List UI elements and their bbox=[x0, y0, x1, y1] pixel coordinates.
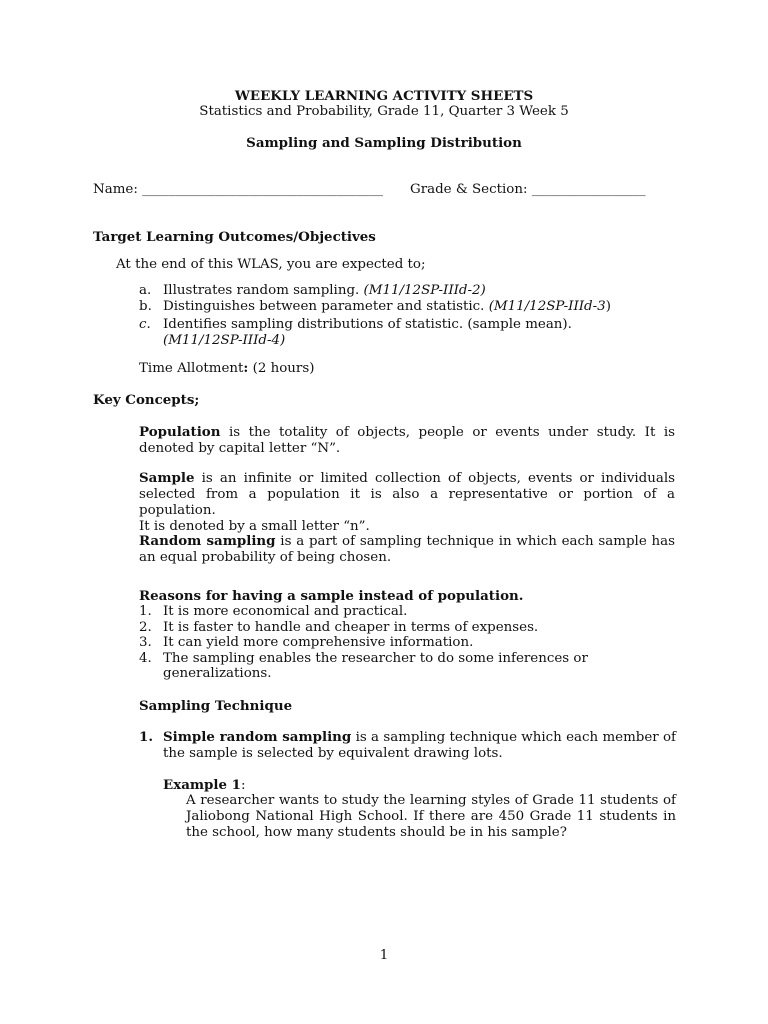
random-sampling-definition: Random sampling is a part of sampling technique in which each sample has an equal probability of being chosen. bbox=[139, 533, 676, 565]
objective-marker: c. bbox=[139, 317, 151, 332]
objective-marker: a. bbox=[139, 283, 152, 298]
population-definition: Population is the totality of objects, people or events under study. It is denoted by capital letter “N”. bbox=[139, 424, 675, 456]
page-number: 1 bbox=[379, 948, 389, 963]
document-subtitle: Statistics and Probability, Grade 11, Quarter 3 Week 5 bbox=[199, 104, 569, 119]
objective-item: Illustrates random sampling. (M11/12SP-IIId-2) bbox=[163, 283, 486, 298]
technique-heading: Sampling Technique bbox=[139, 698, 293, 714]
time-allotment: Time Allotment: (2 hours) bbox=[139, 360, 315, 376]
name-field: Name: ____________________________________ bbox=[93, 182, 384, 197]
reason-marker: 4. bbox=[139, 651, 152, 666]
key-concepts-heading: Key Concepts; bbox=[93, 392, 200, 408]
sample-definition: Sample is an infinite or limited collection of objects, events or individuals selected from a population it is also a representative or portion of a population. It is denoted by a small letter “n”. bbox=[139, 470, 675, 534]
objective-item: Distinguishes between parameter and statistic. (M11/12SP-IIId-3) bbox=[163, 299, 611, 314]
reason-item: It is more economical and practical. bbox=[163, 604, 408, 619]
grade-section-field: Grade & Section: _________________ bbox=[410, 182, 646, 197]
document-title: WEEKLY LEARNING ACTIVITY SHEETS bbox=[234, 88, 534, 104]
technique-marker: 1. bbox=[139, 729, 153, 745]
reason-marker: 1. bbox=[139, 604, 152, 619]
reason-item-continuation: generalizations. bbox=[163, 666, 272, 681]
document-topic: Sampling and Sampling Distribution bbox=[246, 135, 522, 151]
reason-item: The sampling enables the researcher to do some inferences or bbox=[163, 651, 588, 666]
reason-item: It is faster to handle and cheaper in terms of expenses. bbox=[163, 620, 539, 635]
simple-random-sampling-definition: Simple random sampling is a sampling technique which each member of the sample is selected by equivalent drawing lots. bbox=[163, 729, 676, 761]
example-label: Example 1: bbox=[163, 777, 246, 793]
reasons-heading: Reasons for having a sample instead of population. bbox=[139, 588, 524, 604]
objective-item: Identifies sampling distributions of statistic. (sample mean). bbox=[163, 317, 572, 332]
reason-marker: 3. bbox=[139, 635, 152, 650]
objective-code: (M11/12SP-IIId-4) bbox=[163, 333, 286, 348]
example-text: A researcher wants to study the learning styles of Grade 11 students of Jaliobong National High School. If there are 450 Grade 11 students in the school, how many students should be in his sample? bbox=[186, 793, 676, 840]
objective-marker: b. bbox=[139, 299, 152, 314]
reason-item: It can yield more comprehensive information. bbox=[163, 635, 474, 650]
objectives-heading: Target Learning Outcomes/Objectives bbox=[93, 229, 376, 245]
reason-marker: 2. bbox=[139, 620, 152, 635]
objectives-intro: At the end of this WLAS, you are expected to; bbox=[116, 257, 426, 272]
